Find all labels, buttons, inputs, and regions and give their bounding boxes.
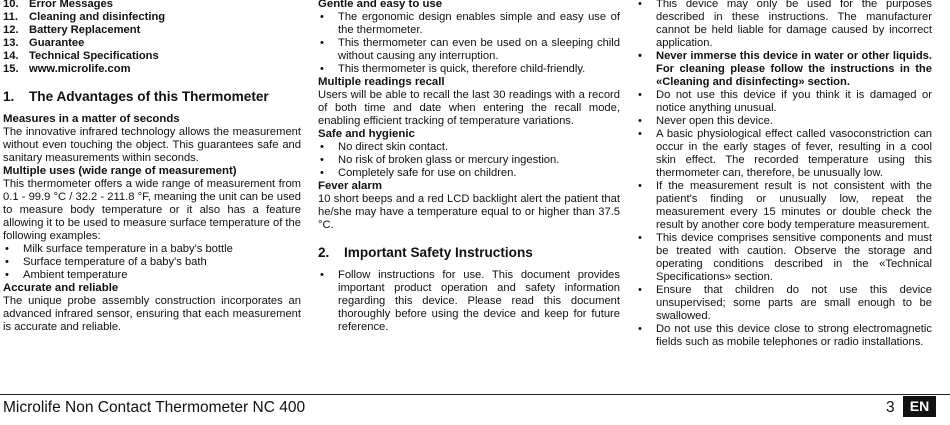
fever-text: 10 short beeps and a red LCD backlight alert the patient that he/she may have a temperature equal to or higher than 37.5 °C.: [318, 193, 620, 231]
list-item: • Never open this device.: [636, 115, 932, 128]
footer-divider: [0, 394, 950, 395]
toc-item: 13. Guarantee: [3, 37, 85, 49]
list-item: • This device may only be used for the purposes described in these instructions. The manufacturer cannot be held liable for damage caused by incorrect application.: [636, 0, 932, 50]
list-item: • This thermometer is quick, therefore child-friendly.: [318, 63, 620, 76]
gentle-heading: Gentle and easy to use: [318, 0, 443, 10]
fever-heading: Fever alarm: [318, 180, 382, 192]
page-number: 3: [886, 399, 895, 416]
language-badge: EN: [903, 396, 936, 417]
list-item: • Follow instructions for use. This document provides important product operation and safety information regarding this device. Please read this document thoroughly before using the device and keep for future reference.: [318, 269, 620, 334]
multiple-uses-heading: Multiple uses (wide range of measurement): [3, 165, 237, 177]
section-1-heading: 1. The Advantages of this Thermometer: [3, 89, 269, 104]
toc-item: 11. Cleaning and disinfecting: [3, 11, 166, 23]
list-item: • Milk surface temperature in a baby's bottle: [3, 243, 301, 256]
list-item: • No direct skin contact.: [318, 141, 620, 154]
multiple-uses-text: This thermometer offers a wide range of measurement from 0.1 - 99.9 °C / 32.2 - 211.8 °F, meaning the unit can be used to measure body temperature or it also has a feature allowing it to be used to measure surface temperature of the following examples:: [3, 178, 301, 242]
list-item: • Never immerse this device in water or other liquids. For cleaning please follow the instructions in the «Cleaning and disinfecting» section.: [636, 50, 932, 89]
table-of-contents: [3, 0, 301, 76]
list-item: • This device comprises sensitive components and must be treated with caution. Observe the storage and operating conditions described in the «Technical Specifications» section.: [636, 232, 932, 284]
accurate-text: The unique probe assembly construction incorporates an advanced infrared sensor, ensuring that each measurement is accurate and reliable.: [3, 295, 301, 333]
recall-heading: Multiple readings recall: [318, 76, 445, 88]
column-right: [636, 0, 932, 349]
list-item: • This thermometer can even be used on a sleeping child without causing any interruption.: [318, 37, 620, 63]
toc-item: 10. Error Messages: [3, 0, 113, 10]
list-item: • Surface temperature of a baby's bath: [3, 256, 301, 269]
list-item: • The ergonomic design enables simple and easy use of the thermometer.: [318, 11, 620, 37]
safe-heading: Safe and hygienic: [318, 128, 415, 140]
list-item: • Do not use this device if you think it is damaged or notice anything unusual.: [636, 89, 932, 115]
list-item: • Do not use this device close to strong electromagnetic fields such as mobile telephones or radio installations.: [636, 323, 932, 349]
gentle-list: [318, 11, 620, 76]
list-item: • Completely safe for use on children.: [318, 167, 620, 180]
toc-item: 15. www.microlife.com: [3, 63, 131, 75]
toc-item: 14. Technical Specifications: [3, 50, 159, 62]
list-item: • A basic physiological effect called vasoconstriction can occur in the early stages of fever, resulting in a cool skin effect. The recorded temperature using this thermometer can, therefore, be unusually low.: [636, 128, 932, 180]
list-item: • Ambient temperature: [3, 269, 301, 282]
safe-list: [318, 141, 620, 180]
list-item: • Ensure that children do not use this device unsupervised; some parts are small enough to be swallowed.: [636, 284, 932, 323]
recall-text: Users will be able to recall the last 30 readings with a record of both time and date when entering the recall mode, enabling efficient tracking of temperature variations.: [318, 89, 620, 127]
toc-item: 12. Battery Replacement: [3, 24, 141, 36]
safety-list: [636, 0, 932, 349]
column-middle: [318, 0, 620, 334]
examples-list: [3, 243, 301, 282]
column-left: [3, 0, 301, 334]
list-item: • No risk of broken glass or mercury ingestion.: [318, 154, 620, 167]
safety-intro-list: [318, 269, 620, 334]
accurate-heading: Accurate and reliable: [3, 282, 119, 294]
section-2-heading: 2. Important Safety Instructions: [318, 245, 533, 260]
measures-text: The innovative infrared technology allows the measurement without even touching the object. This guarantees safe and sanitary measurements within seconds.: [3, 126, 301, 164]
measures-heading: Measures in a matter of seconds: [3, 113, 180, 125]
footer-title: Microlife Non Contact Thermometer NC 400: [3, 399, 306, 416]
list-item: • If the measurement result is not consistent with the patient's finding or unusually low, repeat the measurement every 15 minutes or double check the result by another core body temperature measurement.: [636, 180, 932, 232]
